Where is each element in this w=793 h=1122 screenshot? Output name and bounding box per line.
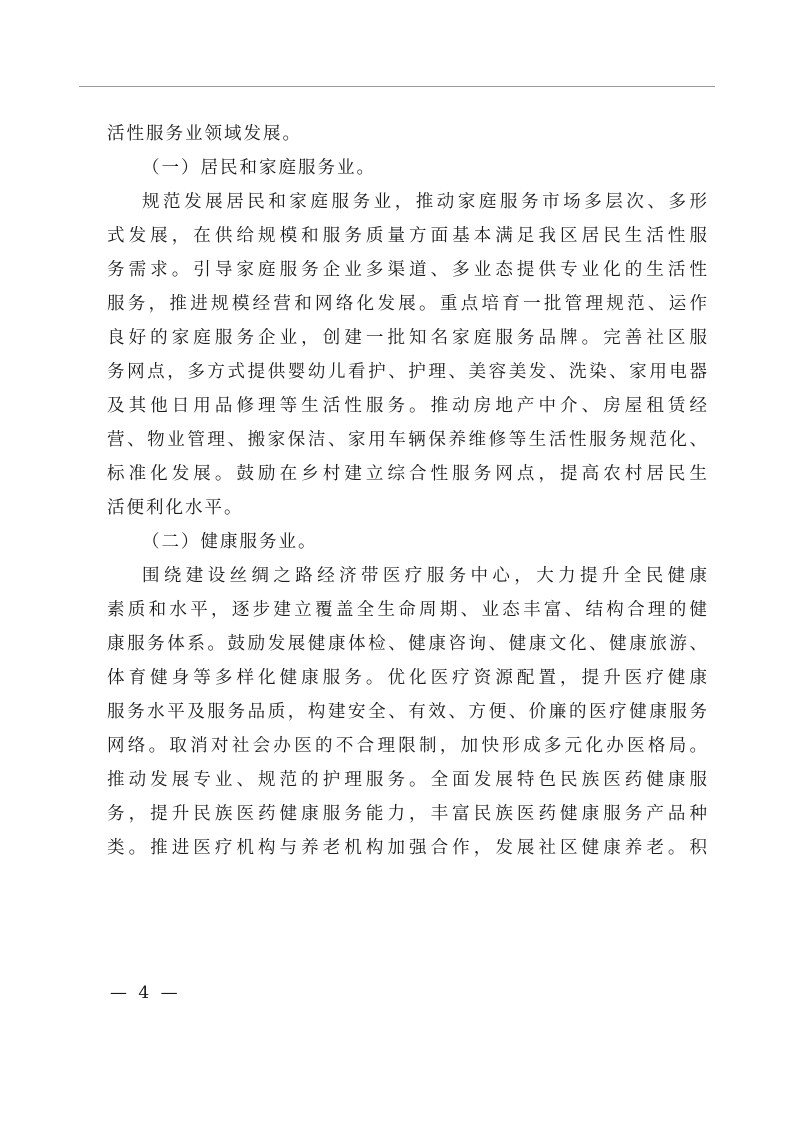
section-heading-1: （一）居民和家庭服务业。 xyxy=(142,158,376,178)
paragraph-line: 务网点，多方式提供婴幼儿看护、护理、美容美发、洗染、家用电器 xyxy=(107,362,707,382)
paragraph-line: 良好的家庭服务企业，创建一批知名家庭服务品牌。完善社区服 xyxy=(107,328,707,348)
paragraph-line: 务，提升民族医药健康服务能力，丰富民族医药健康服务产品种 xyxy=(107,804,707,824)
header-rule xyxy=(79,86,715,87)
paragraph-line: 推动发展专业、规范的护理服务。全面发展特色民族医药健康服 xyxy=(107,770,707,790)
paragraph-line: 规范发展居民和家庭服务业，推动家庭服务市场多层次、多形 xyxy=(142,192,707,212)
section-heading-2: （二）健康服务业。 xyxy=(142,532,318,552)
paragraph-line: 体育健身等多样化健康服务。优化医疗资源配置，提升医疗健康 xyxy=(107,668,707,688)
paragraph-line: 康服务体系。鼓励发展健康体检、健康咨询、健康文化、健康旅游、 xyxy=(107,634,707,654)
paragraph-line: 类。推进医疗机构与养老机构加强合作，发展社区健康养老。积 xyxy=(107,838,707,858)
paragraph-line: 素质和水平，逐步建立覆盖全生命周期、业态丰富、结构合理的健 xyxy=(107,600,707,620)
paragraph-line: 营、物业管理、搬家保洁、家用车辆保养维修等生活性服务规范化、 xyxy=(107,430,707,450)
body-text xyxy=(107,117,707,865)
paragraph-line: 式发展，在供给规模和服务质量方面基本满足我区居民生活性服 xyxy=(107,226,707,246)
paragraph-line: 网络。取消对社会办医的不合理限制，加快形成多元化办医格局。 xyxy=(107,736,707,756)
paragraph-line: 服务，推进规模经营和网络化发展。重点培育一批管理规范、运作 xyxy=(107,294,707,314)
paragraph-line: 围绕建设丝绸之路经济带医疗服务中心，大力提升全民健康 xyxy=(142,566,707,586)
paragraph-line: 活性服务业领域发展。 xyxy=(107,124,302,144)
paragraph-line: 标准化发展。鼓励在乡村建立综合性服务网点，提高农村居民生 xyxy=(107,464,707,484)
page-number: — 4 — xyxy=(110,983,181,1003)
paragraph-line: 务需求。引导家庭服务企业多渠道、多业态提供专业化的生活性 xyxy=(107,260,707,280)
paragraph-line: 及其他日用品修理等生活性服务。推动房地产中介、房屋租赁经 xyxy=(107,396,707,416)
paragraph-line: 服务水平及服务品质，构建安全、有效、方便、价廉的医疗健康服务 xyxy=(107,702,707,722)
paragraph-line: 活便利化水平。 xyxy=(107,498,244,518)
